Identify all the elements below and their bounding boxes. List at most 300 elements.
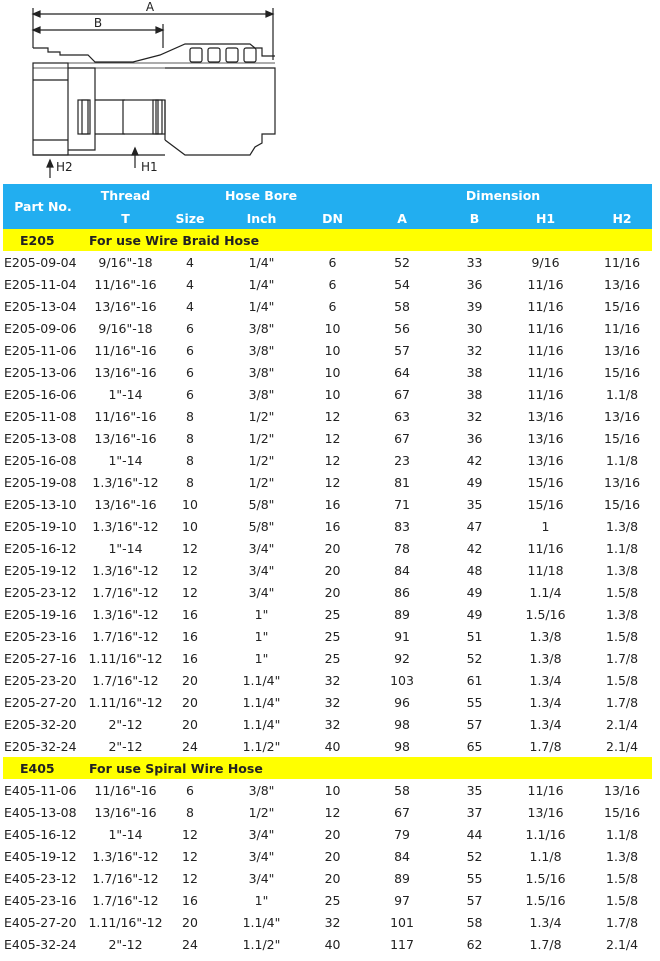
cell-a: 91 [394,628,410,644]
cell-inch: 3/4" [248,540,275,556]
cell-dn: 32 [324,694,341,710]
h1-label: H1 [141,160,158,174]
cell-h1: 11/16 [527,386,564,402]
cell-size: 8 [186,430,194,446]
section-header-e405 [3,757,652,779]
cell-h2: 1.7/8 [606,914,639,930]
table-row [3,845,652,867]
cell-size: 20 [182,716,198,732]
cell-thread: 1.7/16"-12 [92,628,159,644]
cell-h2: 15/16 [604,298,641,314]
cell-thread: 1.7/16"-12 [92,672,159,688]
cell-h2: 1.5/8 [606,584,639,600]
cell-a: 78 [394,540,410,556]
dimension-b-label: B [93,16,103,30]
cell-b: 61 [466,672,483,688]
table-row [3,493,652,515]
cell-a: 23 [394,452,410,468]
cell-part-no: E205-11-04 [4,276,77,292]
cell-h1: 1.1/8 [529,848,562,864]
cell-h1: 1.7/8 [529,738,562,754]
cell-thread: 1"-14 [108,452,143,468]
cell-a: 67 [394,386,410,402]
cell-h1: 11/16 [527,782,564,798]
cell-h1: 1.3/4 [529,672,562,688]
cell-h1: 1.5/16 [525,606,566,622]
cell-part-no: E405-13-08 [4,804,77,820]
cell-b: 57 [466,892,483,908]
cell-h2: 13/16 [604,276,641,292]
cell-thread: 13/16"-16 [94,298,157,314]
cell-size: 12 [182,540,198,556]
table-body [3,229,652,955]
cell-inch: 1.1/4" [242,694,281,710]
cell-dn: 10 [324,320,341,336]
cell-h2: 1.1/8 [606,540,639,556]
cell-h1: 15/16 [527,496,564,512]
cell-h2: 1.5/8 [606,628,639,644]
cell-h1: 11/16 [527,298,564,314]
cell-dn: 25 [324,606,341,622]
section-code: E205 [3,229,83,251]
cell-dn: 20 [324,826,341,842]
cell-inch: 1/2" [248,804,275,820]
cell-part-no: E205-23-16 [4,628,77,644]
cell-size: 24 [182,936,198,952]
cell-a: 56 [394,320,410,336]
cell-h1: 13/16 [527,452,564,468]
cell-a: 98 [394,738,410,754]
cell-thread: 13/16"-16 [94,364,157,380]
table-row [3,559,652,581]
cell-part-no: E205-13-04 [4,298,77,314]
table-row [3,273,652,295]
cell-thread: 1.3/16"-12 [92,606,159,622]
cell-h1: 11/16 [527,342,564,358]
cell-a: 117 [390,936,414,952]
cell-inch: 1" [254,650,269,666]
cell-h1: 1.3/4 [529,716,562,732]
cell-part-no: E405-11-06 [4,782,77,798]
cell-thread: 1.3/16"-12 [92,474,159,490]
cell-b: 65 [466,738,483,754]
cell-thread: 2"-12 [108,716,143,732]
cell-inch: 3/8" [248,342,275,358]
table-row [3,449,652,471]
cell-h1: 1.1/16 [525,826,566,842]
cell-inch: 1" [254,892,269,908]
cell-thread: 1.3/16"-12 [92,518,159,534]
cell-h1: 1.3/4 [529,914,562,930]
section-code: E405 [3,757,83,779]
cell-a: 92 [394,650,410,666]
cell-part-no: E205-23-20 [4,672,77,688]
header-a: A [354,207,450,229]
cell-h1: 1 [541,518,550,534]
cell-h1: 1.3/8 [529,650,562,666]
h2-label: H2 [56,160,73,174]
cell-a: 89 [394,870,410,886]
cell-inch: 5/8" [248,518,275,534]
cell-inch: 1/4" [248,254,275,270]
table-row [3,691,652,713]
cell-size: 8 [186,408,194,424]
cell-h2: 1.1/8 [606,826,639,842]
cell-part-no: E205-13-08 [4,430,77,446]
cell-dn: 16 [324,496,341,512]
cell-dn: 12 [324,474,341,490]
cell-thread: 1.11/16"-12 [88,694,163,710]
cell-part-no: E405-16-12 [4,826,77,842]
cell-thread: 9/16"-18 [98,320,153,336]
cell-a: 81 [394,474,410,490]
cell-size: 6 [186,320,194,336]
table-row [3,911,652,933]
cell-h1: 1.5/16 [525,870,566,886]
cell-part-no: E405-23-12 [4,870,77,886]
cell-h2: 13/16 [604,782,641,798]
table-row [3,581,652,603]
cell-part-no: E205-16-06 [4,386,77,402]
cell-inch: 1.1/2" [242,936,281,952]
cell-h1: 9/16 [531,254,560,270]
cell-part-no: E405-23-16 [4,892,77,908]
table-row [3,801,652,823]
cell-b: 49 [466,606,483,622]
cell-part-no: E205-09-04 [4,254,77,270]
table-row [3,933,652,955]
cell-part-no: E205-16-12 [4,540,77,556]
table-row [3,405,652,427]
cell-dn: 16 [324,518,341,534]
cell-h2: 15/16 [604,430,641,446]
cell-inch: 3/4" [248,848,275,864]
cell-inch: 1/2" [248,408,275,424]
cell-thread: 13/16"-16 [94,804,157,820]
header-inch: Inch [212,207,311,229]
table-row [3,317,652,339]
cell-size: 16 [182,606,198,622]
cell-dn: 20 [324,540,341,556]
cell-inch: 1.1/2" [242,738,281,754]
cell-inch: 3/8" [248,320,275,336]
cell-a: 103 [390,672,414,688]
table-row [3,867,652,889]
cell-b: 30 [466,320,483,336]
cell-h1: 1.5/16 [525,892,566,908]
cell-h2: 1.3/8 [606,848,639,864]
cell-part-no: E205-27-16 [4,650,77,666]
cell-size: 10 [182,496,198,512]
cell-dn: 10 [324,782,341,798]
table-row [3,779,652,801]
cell-b: 58 [466,914,483,930]
cell-b: 62 [466,936,483,952]
parts-table [3,184,652,955]
cell-dn: 10 [324,342,341,358]
cell-thread: 13/16"-16 [94,430,157,446]
table-row [3,295,652,317]
cell-h1: 11/16 [527,320,564,336]
cell-b: 42 [466,540,483,556]
cell-part-no: E205-16-08 [4,452,77,468]
cell-part-no: E205-19-12 [4,562,77,578]
cell-b: 52 [466,650,483,666]
cell-a: 96 [394,694,410,710]
cell-size: 16 [182,628,198,644]
cell-a: 83 [394,518,410,534]
cell-size: 8 [186,452,194,468]
cell-thread: 1.7/16"-12 [92,584,159,600]
cell-dn: 6 [328,298,337,314]
cell-size: 12 [182,562,198,578]
cell-inch: 1/2" [248,474,275,490]
cell-a: 84 [394,848,410,864]
cell-thread: 1.7/16"-12 [92,870,159,886]
cell-h2: 13/16 [604,474,641,490]
cell-size: 20 [182,914,198,930]
cell-h1: 11/16 [527,540,564,556]
cell-inch: 3/4" [248,826,275,842]
table-row [3,515,652,537]
cell-b: 32 [466,408,483,424]
cell-h1: 15/16 [527,474,564,490]
cell-h1: 11/16 [527,276,564,292]
cell-b: 52 [466,848,483,864]
cell-h1: 13/16 [527,804,564,820]
header-h1: H1 [499,207,592,229]
cell-inch: 3/8" [248,386,275,402]
cell-a: 101 [390,914,414,930]
header-dn: DN [311,207,354,229]
cell-b: 35 [466,782,483,798]
cell-h1: 1.3/4 [529,694,562,710]
cell-a: 64 [394,364,410,380]
table-row [3,823,652,845]
cell-a: 67 [394,430,410,446]
table-row [3,889,652,911]
cell-b: 38 [466,386,483,402]
cell-thread: 1.3/16"-12 [92,562,159,578]
cell-part-no: E205-09-06 [4,320,77,336]
cell-b: 51 [466,628,483,644]
table-row [3,647,652,669]
cell-h2: 1.3/8 [606,562,639,578]
cell-inch: 1.1/4" [242,914,281,930]
cell-b: 38 [466,364,483,380]
cell-b: 47 [466,518,483,534]
cell-size: 12 [182,848,198,864]
cell-part-no: E205-13-06 [4,364,77,380]
cell-dn: 40 [324,738,341,754]
table-row [3,713,652,735]
dimension-a-label: A [145,0,155,14]
cell-dn: 10 [324,386,341,402]
cell-h2: 1.1/8 [606,386,639,402]
cell-h2: 2.1/4 [606,716,639,732]
cell-dn: 40 [324,936,341,952]
cell-h1: 11/16 [527,364,564,380]
cell-a: 71 [394,496,410,512]
cell-a: 67 [394,804,410,820]
cell-h2: 1.1/8 [606,452,639,468]
cell-b: 36 [466,430,483,446]
cell-dn: 12 [324,804,341,820]
cell-a: 58 [394,298,410,314]
table-header [3,184,652,229]
cell-inch: 1/4" [248,298,275,314]
cell-h2: 2.1/4 [606,738,639,754]
cell-h2: 15/16 [604,804,641,820]
cell-size: 24 [182,738,198,754]
cell-b: 44 [466,826,483,842]
table-row [3,625,652,647]
cell-dn: 25 [324,650,341,666]
header-b: B [450,207,499,229]
cell-size: 6 [186,342,194,358]
cell-part-no: E205-32-20 [4,716,77,732]
table-row [3,383,652,405]
cell-thread: 13/16"-16 [94,496,157,512]
table-row [3,669,652,691]
cell-b: 49 [466,474,483,490]
section-header-e205 [3,229,652,251]
cell-b: 32 [466,342,483,358]
cell-part-no: E205-19-08 [4,474,77,490]
cell-size: 4 [186,254,194,270]
cell-thread: 1"-14 [108,826,143,842]
cell-h1: 1.7/8 [529,936,562,952]
cell-b: 49 [466,584,483,600]
cell-part-no: E205-11-08 [4,408,77,424]
cell-dn: 32 [324,672,341,688]
cell-a: 98 [394,716,410,732]
cell-inch: 3/4" [248,562,275,578]
cell-inch: 1.1/4" [242,672,281,688]
cell-a: 79 [394,826,410,842]
cell-a: 84 [394,562,410,578]
cell-part-no: E205-19-10 [4,518,77,534]
cell-inch: 3/4" [248,584,275,600]
header-size: Size [168,207,212,229]
cell-inch: 1/2" [248,430,275,446]
header-dimension: Dimension [354,184,652,207]
cell-h2: 1.7/8 [606,694,639,710]
cell-dn: 32 [324,914,341,930]
cell-h2: 1.5/8 [606,870,639,886]
cell-b: 55 [466,694,483,710]
cell-part-no: E405-32-24 [4,936,77,952]
cell-thread: 1.11/16"-12 [88,914,163,930]
cell-size: 10 [182,518,198,534]
cell-a: 89 [394,606,410,622]
table-row [3,471,652,493]
cell-h2: 13/16 [604,342,641,358]
cell-part-no: E205-32-24 [4,738,77,754]
cell-b: 39 [466,298,483,314]
cell-h1: 13/16 [527,430,564,446]
cell-size: 16 [182,650,198,666]
cell-inch: 5/8" [248,496,275,512]
cell-inch: 1" [254,606,269,622]
table-row [3,735,652,757]
cell-h2: 13/16 [604,408,641,424]
cell-thread: 1"-14 [108,386,143,402]
cell-thread: 1.7/16"-12 [92,892,159,908]
cell-h2: 15/16 [604,496,641,512]
cell-h2: 1.7/8 [606,650,639,666]
cell-size: 12 [182,826,198,842]
cell-a: 97 [394,892,410,908]
cell-h2: 1.5/8 [606,672,639,688]
cell-dn: 6 [328,276,337,292]
cell-inch: 3/8" [248,364,275,380]
cell-a: 57 [394,342,410,358]
cell-part-no: E205-13-10 [4,496,77,512]
cell-dn: 25 [324,892,341,908]
cell-thread: 11/16"-16 [94,342,157,358]
cell-inch: 1.1/4" [242,716,281,732]
table-row [3,603,652,625]
header-h2: H2 [592,207,652,229]
cell-part-no: E405-27-20 [4,914,77,930]
cell-h1: 1.1/4 [529,584,562,600]
header-t: T [83,207,168,229]
cell-part-no: E205-23-12 [4,584,77,600]
fitting-drawing [0,0,300,180]
cell-dn: 20 [324,848,341,864]
cell-size: 6 [186,782,194,798]
cell-dn: 6 [328,254,337,270]
cell-h1: 1.3/8 [529,628,562,644]
cell-h2: 2.1/4 [606,936,639,952]
cell-size: 20 [182,672,198,688]
cell-dn: 25 [324,628,341,644]
table-row [3,339,652,361]
table-row [3,251,652,273]
cell-thread: 1.3/16"-12 [92,848,159,864]
cell-b: 33 [466,254,483,270]
cell-size: 16 [182,892,198,908]
cell-size: 4 [186,298,194,314]
cell-part-no: E205-27-20 [4,694,77,710]
cell-dn: 12 [324,452,341,468]
cell-thread: 11/16"-16 [94,276,157,292]
cell-h2: 1.3/8 [606,518,639,534]
cell-dn: 20 [324,870,341,886]
cell-a: 54 [394,276,410,292]
cell-size: 6 [186,386,194,402]
cell-b: 37 [466,804,483,820]
cell-inch: 1/2" [248,452,275,468]
header-part-no: Part No. [3,184,83,229]
cell-h2: 1.3/8 [606,606,639,622]
cell-h2: 15/16 [604,364,641,380]
header-thread: Thread [83,184,168,207]
section-title: For use Spiral Wire Hose [83,757,652,779]
cell-b: 55 [466,870,483,886]
cell-inch: 1/4" [248,276,275,292]
cell-h2: 11/16 [604,320,641,336]
cell-dn: 12 [324,408,341,424]
cell-a: 63 [394,408,410,424]
cell-h1: 13/16 [527,408,564,424]
cell-size: 8 [186,804,194,820]
cell-dn: 20 [324,584,341,600]
cell-b: 36 [466,276,483,292]
cell-h2: 11/16 [604,254,641,270]
cell-b: 35 [466,496,483,512]
